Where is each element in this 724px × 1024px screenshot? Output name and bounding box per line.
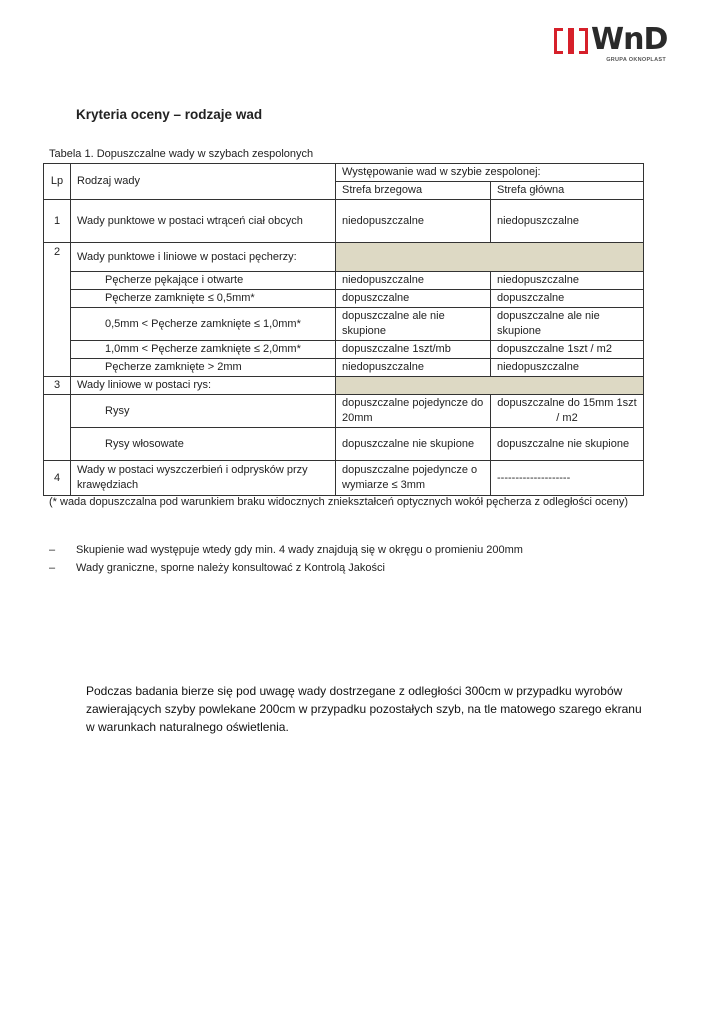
row-main: niedopuszczalne (491, 272, 644, 290)
dash-bullet: – (49, 562, 56, 574)
row-lp-empty (44, 395, 71, 461)
dash-bullet: – (49, 544, 56, 556)
header-occurrence: Występowanie wad w szybie zespolonej: (336, 164, 644, 182)
table-row (44, 243, 644, 272)
logo-mark-icon (554, 28, 588, 54)
table-row (44, 395, 644, 428)
list-item (49, 541, 649, 559)
section-heading: Kryteria oceny – rodzaje wad (76, 107, 263, 122)
row-edge: dopuszczalne ale nie skupione (336, 308, 491, 341)
table-footnote: (* wada dopuszczalna pod warunkiem braku widocznych zniekształceń optycznych wokół pęcherza z odległości oceny) (49, 496, 629, 508)
row-main: niedopuszczalne (491, 359, 644, 377)
row-edge: niedopuszczalne (336, 200, 491, 243)
table-row (44, 428, 644, 461)
row-edge: dopuszczalne (336, 290, 491, 308)
row-main: -------------------- (491, 461, 644, 496)
header-main-zone: Strefa główna (491, 182, 644, 200)
table-row (44, 200, 644, 243)
defects-table (43, 163, 644, 496)
row-main: niedopuszczalne (491, 200, 644, 243)
table-row (44, 359, 644, 377)
row-edge: niedopuszczalne (336, 272, 491, 290)
row-type: Rysy (71, 395, 336, 428)
row-lp: 4 (44, 461, 71, 496)
table-row (44, 308, 644, 341)
row-type: Wady punktowe w postaci wtrąceń ciał obcych (71, 200, 336, 243)
row-type: 0,5mm < Pęcherze zamknięte ≤ 1,0mm* (71, 308, 336, 341)
row-lp: 2 (44, 243, 71, 377)
row-type: Wady w postaci wyszczerbień i odprysków przy krawędziach (71, 461, 336, 496)
table-row (44, 377, 644, 395)
row-main: dopuszczalne (491, 290, 644, 308)
row-main: dopuszczalne ale nie skupione (491, 308, 644, 341)
header-type: Rodzaj wady (71, 164, 336, 200)
header-lp: Lp (44, 164, 71, 200)
list-item-text: Skupienie wad występuje wtedy gdy min. 4 wady znajdują się w okręgu o promieniu 200mm (76, 544, 523, 556)
row-edge: dopuszczalne 1szt/mb (336, 341, 491, 359)
row-type: Pęcherze zamknięte > 2mm (71, 359, 336, 377)
notes-list (49, 541, 649, 577)
row-main: dopuszczalne nie skupione (491, 428, 644, 461)
table-header-row (44, 164, 644, 182)
table-row (44, 272, 644, 290)
row-lp: 3 (44, 377, 71, 395)
table-row (44, 461, 644, 496)
list-item (49, 559, 649, 577)
row-main: dopuszczalne do 15mm 1szt / m2 (491, 395, 644, 428)
row-main: dopuszczalne 1szt / m2 (491, 341, 644, 359)
row-type: 1,0mm < Pęcherze zamknięte ≤ 2,0mm* (71, 341, 336, 359)
row-type: Pęcherze zamknięte ≤ 0,5mm* (71, 290, 336, 308)
list-item-text: Wady graniczne, sporne należy konsultować z Kontrolą Jakości (76, 562, 385, 574)
row-edge: niedopuszczalne (336, 359, 491, 377)
table-caption: Tabela 1. Dopuszczalne wady w szybach zespolonych (49, 148, 314, 160)
table-row (44, 290, 644, 308)
row-edge: dopuszczalne nie skupione (336, 428, 491, 461)
wnd-logo (554, 22, 668, 66)
row-type: Wady liniowe w postaci rys: (71, 377, 336, 395)
header-edge-zone: Strefa brzegowa (336, 182, 491, 200)
shaded-cell (336, 243, 644, 272)
row-edge: dopuszczalne pojedyncze do 20mm (336, 395, 491, 428)
logo-subtitle: GRUPA OKNOPLAST (606, 57, 666, 63)
row-edge: dopuszczalne pojedyncze o wymiarze ≤ 3mm (336, 461, 491, 496)
row-lp: 1 (44, 200, 71, 243)
inspection-paragraph: Podczas badania bierze się pod uwagę wady dostrzegane z odległości 300cm w przypadku wyrobów zawierających szyby powlekane 200cm w przypadku pozostałych szyb, na tle matowego szarego ekranu w warunkach naturalnego oświetlenia. (86, 684, 642, 734)
shaded-cell (336, 377, 644, 395)
row-type: Pęcherze pękające i otwarte (71, 272, 336, 290)
row-type: Wady punktowe i liniowe w postaci pęcherzy: (71, 243, 336, 272)
logo-text: WnD (591, 22, 668, 57)
row-type: Rysy włosowate (71, 428, 336, 461)
table-row (44, 341, 644, 359)
